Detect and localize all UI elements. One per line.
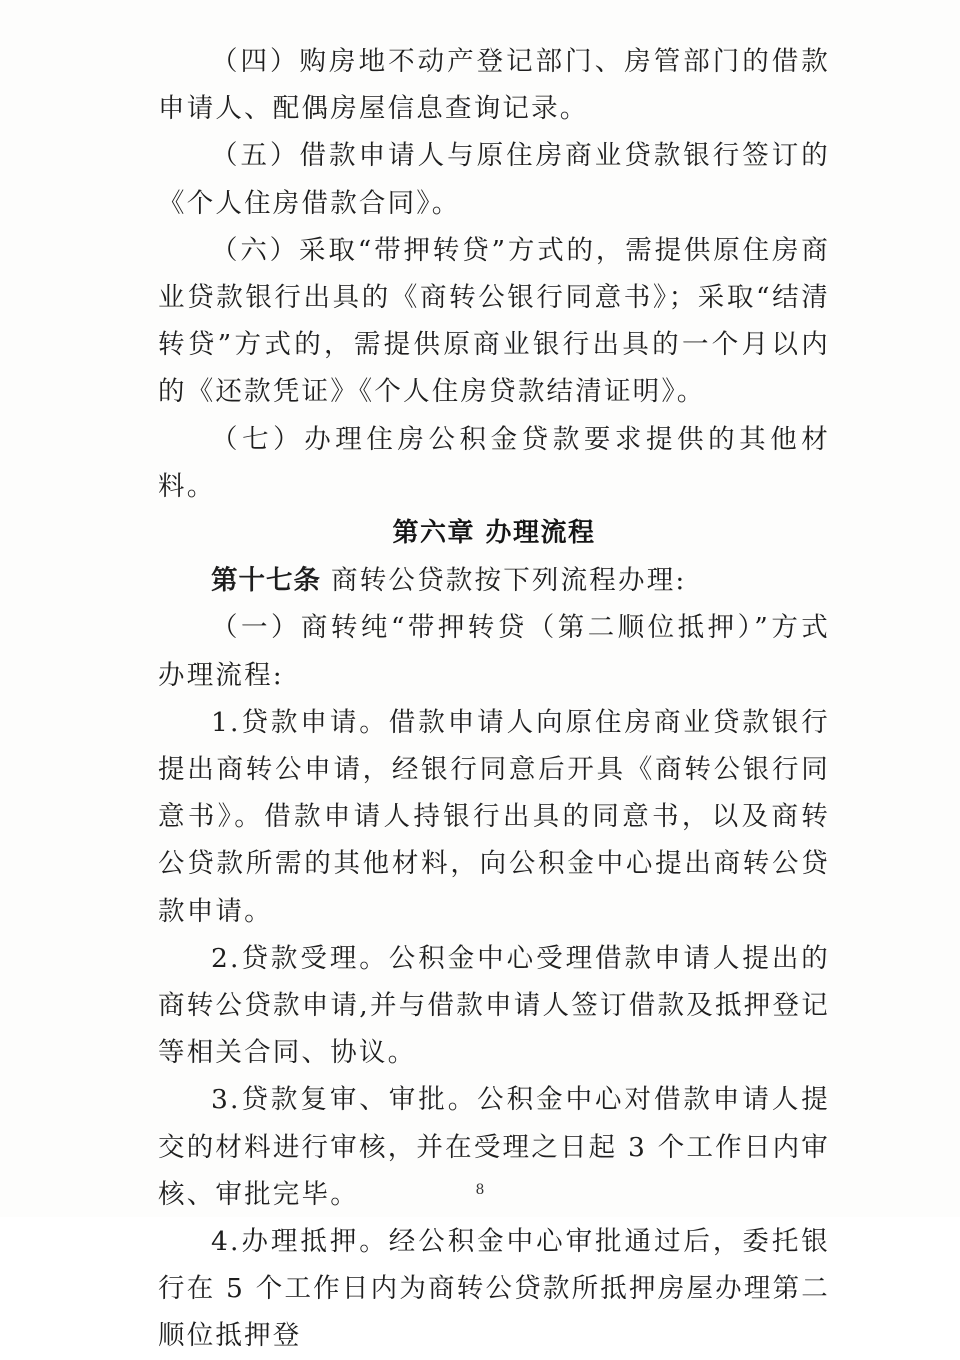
article-17	[158, 557, 830, 604]
chapter-title: 第六章 办理流程	[392, 518, 596, 549]
article-label: 第十七条	[211, 565, 321, 597]
list-item-6: （六）采取“带押转贷”方式的，需提供原住房商业贷款银行出具的《商转公银行同意书》；采取“结清转贷”方式的，需提供原商业银行出具的一个月以内的《还款凭证》《个人住房贷款结清证明》。	[158, 234, 830, 408]
step-3: 3.贷款复审、审批。公积金中心对借款申请人提交的材料进行审核，并在受理之日起 3 个工作日内审核、审批完毕。	[158, 1084, 830, 1210]
list-item-7: （七）办理住房公积金贷款要求提供的其他材料。	[158, 423, 830, 502]
step-2: 2.贷款受理。公积金中心受理借款申请人提出的商转公贷款申请,并与借款申请人签订借款及抵押登记等相关合同、协议。	[158, 942, 830, 1069]
step-1: 1.贷款申请。借款申请人向原住房商业贷款银行提出商转公申请，经银行同意后开具《商转公银行同意书》。借款申请人持银行出具的同意书，以及商转公贷款所需的其他材料，向公积金中心提出商转公贷款申请。	[158, 706, 830, 927]
list-item-5: （五）借款申请人与原住房商业贷款银行签订的《个人住房借款合同》。	[158, 140, 830, 219]
step-4: 4.办理抵押。经公积金中心审批通过后，委托银行在 5 个工作日内为商转公贷款所抵押房屋办理第二顺位抵押登	[158, 1226, 830, 1352]
article-text: 商转公贷款按下列流程办理:	[331, 565, 687, 597]
page-number: 8	[475, 1182, 485, 1198]
process-title: （一）商转纯“带押转贷（第二顺位抵押）”方式办理流程:	[158, 612, 830, 691]
list-item-4: （四）购房地不动产登记部门、房管部门的借款申请人、配偶房屋信息查询记录。	[158, 46, 830, 125]
document-body	[158, 38, 830, 1360]
